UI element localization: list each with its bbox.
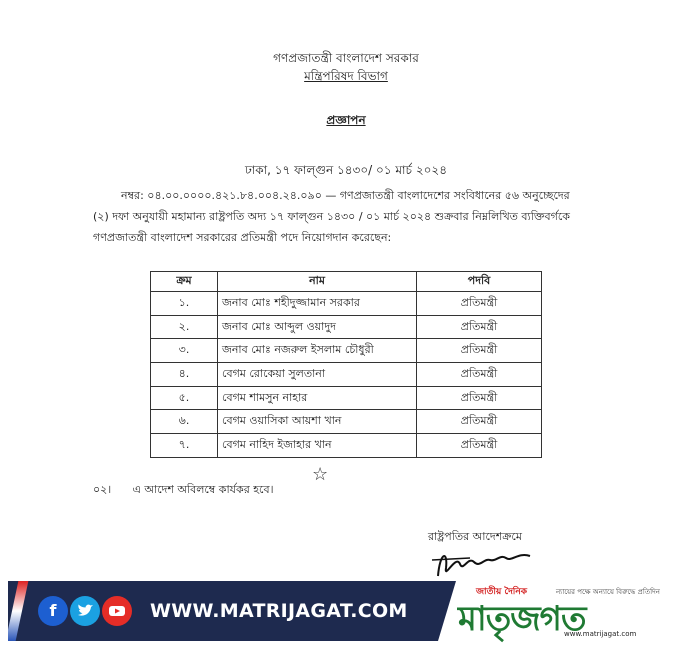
division-heading: মন্ত্রিপরিষদ বিভাগ [304,69,388,83]
notice-line-1: নম্বর: ০৪.০০.০০০০.৪২১.৮৪.০০৪.২৪.০৯০ — গণপ্রজাতন্ত্রী বাংলাদেশের সংবিধানের ৫৬ অনুচ্ছেদের [121,189,570,202]
row-name: বেগম রোকেয়া সুলতানা [218,363,417,387]
header-post: পদবি [417,272,542,292]
twitter-icon[interactable] [70,596,100,626]
header-name: নাম [218,272,417,292]
ministers-table [150,271,542,458]
table-row [151,434,542,458]
row-name: জনাব মোঃ আব্দুল ওয়াদুদ [218,315,417,339]
table-row [151,363,542,387]
header-serial: ক্রম [151,272,218,292]
brand-name: মাতৃজগত [458,599,586,639]
row-serial: ২. [151,315,218,339]
brand-url: www.matrijagat.com [564,630,637,638]
row-name: জনাব মোঃ নজরুল ইসলাম চৌধুরী [218,339,417,363]
banner-edge [438,581,456,641]
brand-slogan: ন্যায়ের পক্ষে অন্যায়ে বিরুদ্ধে প্রতিদিন [556,588,660,596]
table-row [151,386,542,410]
order-number: ০২। [93,483,112,496]
signature-image [430,546,540,582]
row-name: জনাব মোঃ শহীদুজ্জামান সরকার [218,292,417,316]
table-row [151,410,542,434]
notice-paragraph [93,185,605,248]
row-post: প্রতিমন্ত্রী [417,292,542,316]
flag-stripe [8,581,28,641]
row-serial: ৫. [151,386,218,410]
table-header-row [151,272,542,292]
row-post: প্রতিমন্ত্রী [417,363,542,387]
government-heading: গণপ্রজাতন্ত্রী বাংলাদেশ সরকার [273,51,419,65]
row-name: বেগম ওয়াসিকা আয়শা খান [218,410,417,434]
notice-title: প্রজ্ঞাপন [326,113,366,127]
signature-label: রাষ্ট্রপতির আদেশক্রমে [428,530,522,543]
row-post: প্রতিমন্ত্রী [417,315,542,339]
row-post: প্রতিমন্ত্রী [417,434,542,458]
notice-line-2: (২) দফা অনুযায়ী মহামান্য রাষ্ট্রপতি অদ্য ১৭ ফাল্গুন ১৪৩০ / ০১ মার্চ ২০২৪ শুক্রবার নিম্নলিখিত ব্যক্তিবর্গকে [93,210,571,223]
order-line [93,481,274,500]
website-link[interactable]: WWW.MATRIJAGAT.COM [150,600,408,622]
row-serial: ৬. [151,410,218,434]
facebook-icon[interactable]: f [38,596,68,626]
row-serial: ৩. [151,339,218,363]
newspaper-logo [456,584,688,642]
table-row [151,292,542,316]
row-serial: ৭. [151,434,218,458]
brand-tagline: জাতীয় দৈনিক [476,587,528,597]
table-row [151,315,542,339]
row-post: প্রতিমন্ত্রী [417,386,542,410]
row-name: বেগম শামসুন নাহার [218,386,417,410]
row-serial: ১. [151,292,218,316]
row-post: প্রতিমন্ত্রী [417,410,542,434]
row-post: প্রতিমন্ত্রী [417,339,542,363]
notice-line-3: গণপ্রজাতন্ত্রী বাংলাদেশ সরকারের প্রতিমন্ত্রী পদে নিয়োগদান করেছেন: [93,231,392,244]
date-line: ঢাকা, ১৭ ফাল্গুন ১৪৩০/ ০১ মার্চ ২০২৪ [244,163,448,177]
order-text: এ আদেশ অবিলম্বে কার্যকর হবে। [132,483,274,496]
website-banner [8,581,438,641]
youtube-icon[interactable] [102,596,132,626]
row-serial: ৪. [151,363,218,387]
table-row [151,339,542,363]
row-name: বেগম নাহিদ ইজাহার খান [218,434,417,458]
star-icon: ☆ [312,464,329,485]
